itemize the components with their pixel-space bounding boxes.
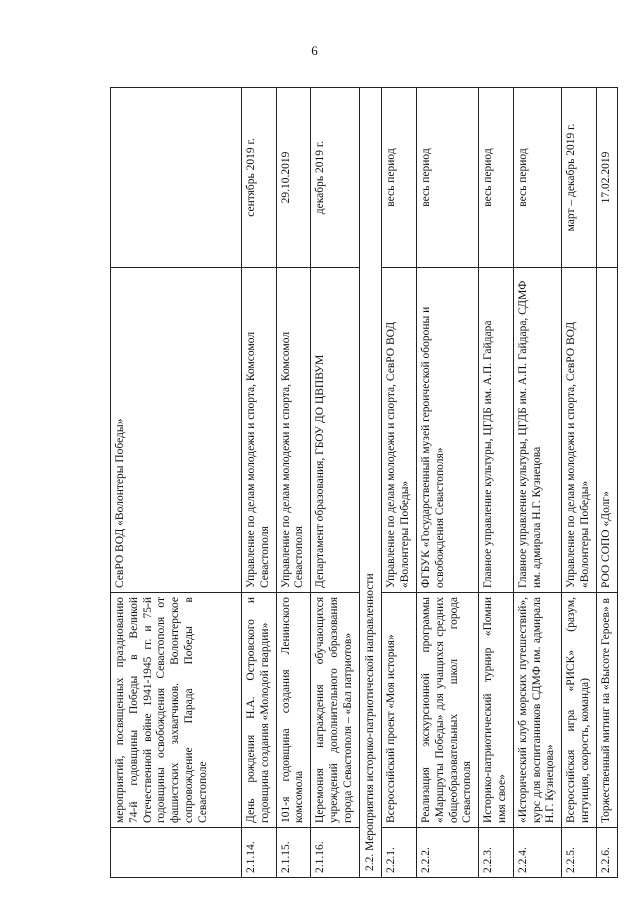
event-name: 101-я годовщина создания Ленинского комсомола [276,593,311,828]
responsible: Главное управление культуры, ЦГДБ им. А.П. Гайдара [479,268,514,593]
rotated-table-area [110,88,612,878]
section-row [359,88,382,878]
section-heading: 2.2. Мероприятия историко-патриотической направленности [359,88,382,878]
row-number: 2.2.6. [596,828,617,878]
event-date: сентябрь 2019 г. [242,88,277,268]
responsible: Управление по делам молодежи и спорта, СевРО ВОД «Волонтеры Победы» [382,268,417,593]
table-row [242,88,277,878]
event-name: мероприятий, посвященных празднованию 74-й годовщины Победы в Великой Отечественной войне 1941-1945 гг. и 75-й годовщины освобождения Севастополя от фашистских захватчиков. Волонтерское сопровождение Парада Победы в Севастополе [111,593,242,828]
row-number: 2.1.16. [311,828,359,878]
event-name: «Исторический клуб морских путешествий», курс для воспитанников СДМФ им. адмирала Н.Г. Кузнецова» [513,593,561,828]
row-number: 2.1.15. [276,828,311,878]
event-date: март – декабрь 2019 г. [562,88,597,268]
responsible: Главное управление культуры, ЦГДБ им. А.П. Гайдара, СДМФ им. адмирала Н.Г. Кузнецова [513,268,561,593]
event-name: Всероссийский проект «Моя история» [382,593,417,828]
table-row [111,88,242,878]
table-row [311,88,359,878]
event-date: 17.02.2019 [596,88,617,268]
row-number: 2.1.14. [242,828,277,878]
row-number: 2.2.3. [479,828,514,878]
event-date [111,88,242,268]
table-row [382,88,417,878]
table-row [276,88,311,878]
event-date: 29.10.2019 [276,88,311,268]
responsible: ФГБУК «Государственный музей героической обороны и освобождения Севастополя» [416,268,478,593]
row-number: 2.2.5. [562,828,597,878]
event-date: весь период [479,88,514,268]
row-number [111,828,242,878]
event-name: Церемония награждения обучающихся учреждений дополнительного образования города Севастополя – «Бал патриотов» [311,593,359,828]
event-name: День рождения Н.А. Островского и годовщина создания «Молодой гвардии» [242,593,277,828]
responsible: Управление по делам молодежи и спорта, СевРО ВОД «Волонтеры Победы» [562,268,597,593]
row-number: 2.2.1. [382,828,417,878]
responsible: Управление по делам молодежи и спорта, Комсомол Севастополя [276,268,311,593]
responsible: РОО СОПО «Долг» [596,268,617,593]
event-name: Всероссийская игра «РИСК» (разум, интуиция, скорость, команда) [562,593,597,828]
events-table [110,87,618,878]
responsible: Департамент образования, ГБОУ ДО ЦВПВУМ [311,268,359,593]
event-date: весь период [416,88,478,268]
table-row [562,88,597,878]
page-number: 6 [311,43,318,58]
row-number: 2.2.4. [513,828,561,878]
responsible: СевРО ВОД «Волонтеры Победы» [111,268,242,593]
event-name: Реализация экскурсионной программы «Маршруты Победы» для учащихся средних общеобразовательных школ города Севастополя [416,593,478,828]
event-date: декабрь 2019 г. [311,88,359,268]
row-number: 2.2.2. [416,828,478,878]
responsible: Управление по делам молодежи и спорта, Комсомол Севастополя [242,268,277,593]
table-row [479,88,514,878]
event-name: Историко-патриотический турнир «Помни имя свое» [479,593,514,828]
table-row [513,88,561,878]
event-date: весь период [382,88,417,268]
event-date: весь период [513,88,561,268]
table-row [596,88,617,878]
table-row [416,88,478,878]
event-name: Торжественный митинг на «Высоте Героев» в [596,593,617,828]
